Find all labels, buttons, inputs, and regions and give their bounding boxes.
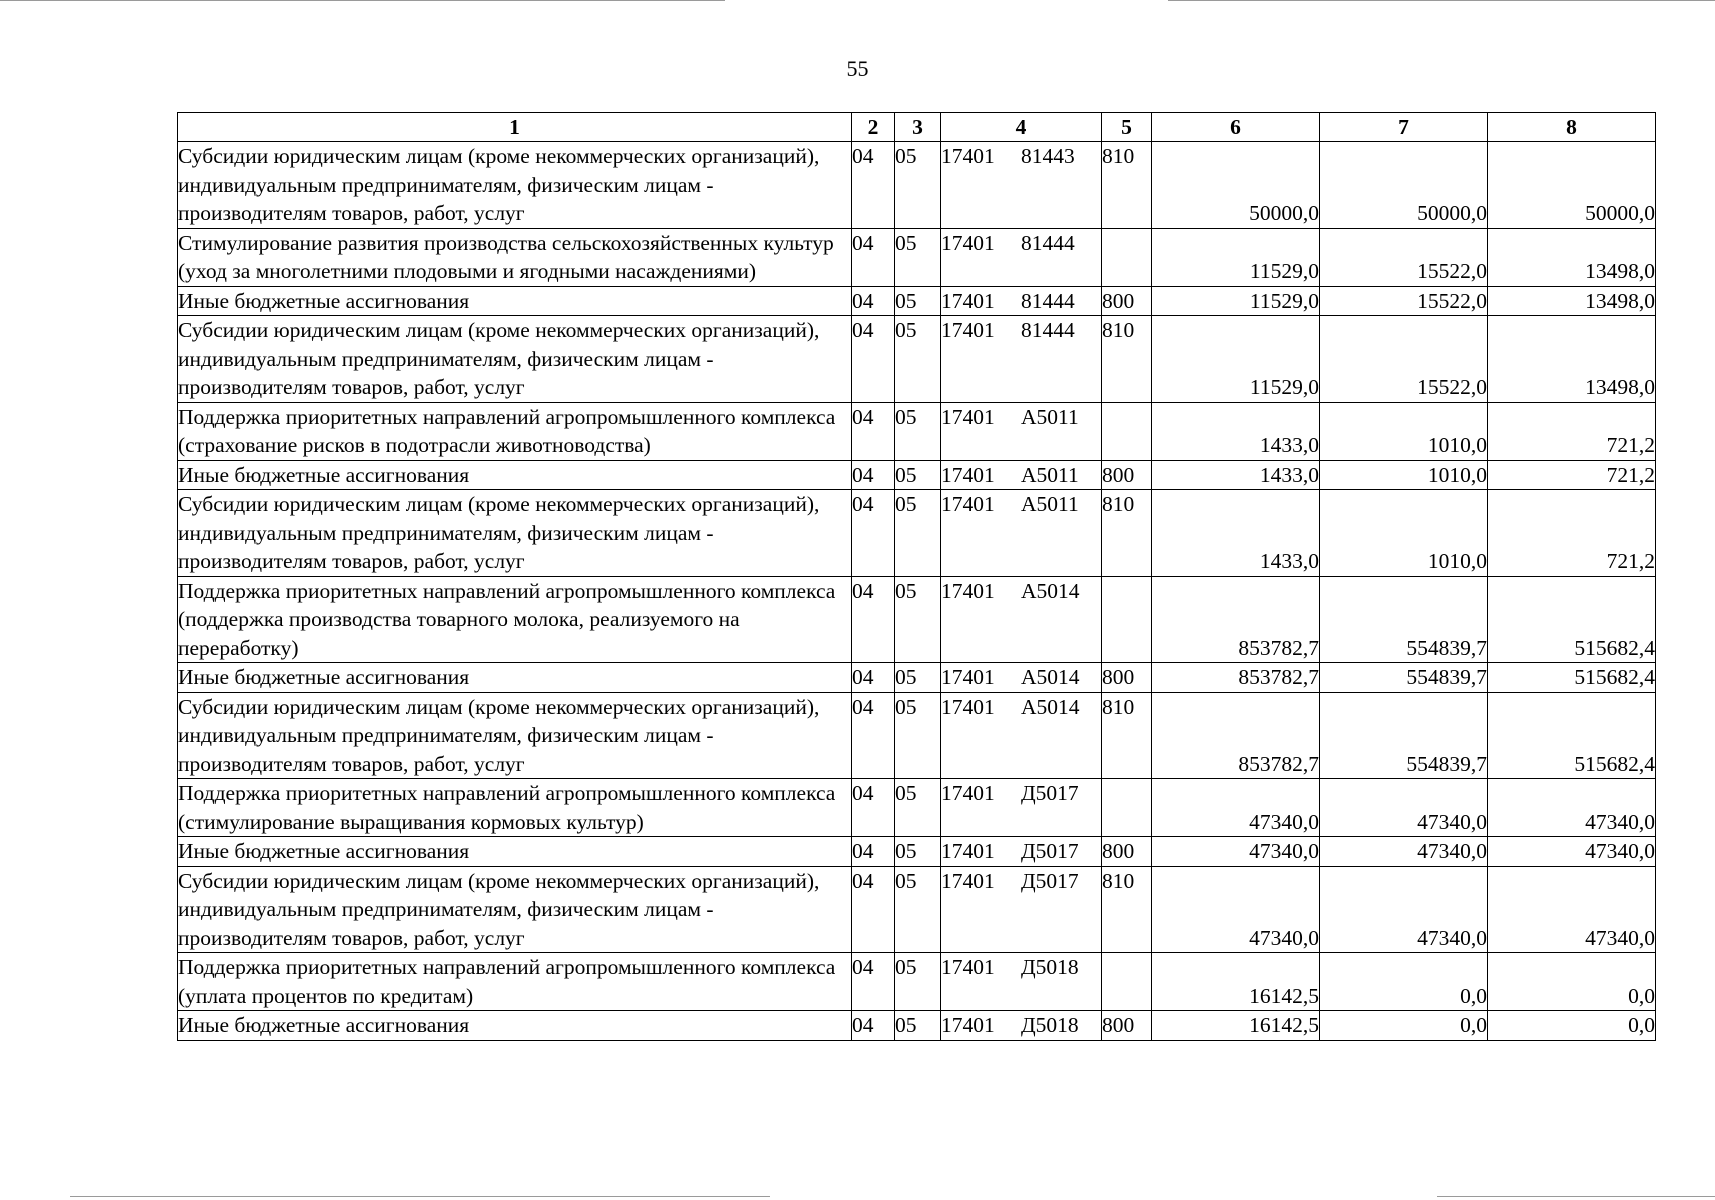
header-col-8: 8	[1488, 113, 1656, 142]
program-code: 17401	[941, 318, 995, 342]
row-amount-col7: 50000,0	[1320, 142, 1488, 229]
scan-edge-top-right	[1168, 0, 1715, 1]
row-amount-col6: 50000,0	[1152, 142, 1320, 229]
row-subsection-code: 05	[895, 228, 941, 286]
row-name: Иные бюджетные ассигнования	[178, 837, 852, 867]
row-subsection-code: 05	[895, 402, 941, 460]
program-code: 17401	[941, 578, 995, 603]
page-number: 55	[846, 56, 869, 81]
program-code: 17401	[941, 404, 995, 429]
direction-code: А5011	[1021, 404, 1079, 429]
header-col-7: 7	[1320, 113, 1488, 142]
row-target-code	[941, 490, 1102, 577]
row-subsection-code: 05	[895, 490, 941, 577]
header-col-5: 5	[1102, 113, 1152, 142]
row-expense-type-code: 800	[1102, 1011, 1152, 1041]
row-amount-col7: 15522,0	[1320, 286, 1488, 316]
row-subsection-code: 05	[895, 576, 941, 663]
row-section-code: 04	[852, 953, 895, 1011]
row-amount-col7: 47340,0	[1320, 779, 1488, 837]
row-section-code: 04	[852, 692, 895, 779]
row-amount-col6: 16142,5	[1152, 953, 1320, 1011]
row-amount-col6: 11529,0	[1152, 286, 1320, 316]
direction-code: А5014	[1021, 578, 1080, 603]
header-row	[178, 113, 1656, 142]
row-name: Поддержка приоритетных направлений агропромышленного комплекса (уплата процентов по кредитам)	[178, 953, 852, 1011]
row-expense-type-code	[1102, 779, 1152, 837]
row-target-code	[941, 402, 1102, 460]
row-amount-col8: 515682,4	[1488, 576, 1656, 663]
row-section-code: 04	[852, 228, 895, 286]
program-code: 17401	[941, 230, 995, 255]
row-name: Поддержка приоритетных направлений агропромышленного комплекса (поддержка производства товарного молока, реализуемого на переработку)	[178, 576, 852, 663]
row-name: Поддержка приоритетных направлений агропромышленного комплекса (стимулирование выращивания кормовых культур)	[178, 779, 852, 837]
row-amount-col7: 0,0	[1320, 1011, 1488, 1041]
table-row	[178, 460, 1656, 490]
row-expense-type-code: 810	[1102, 692, 1152, 779]
row-target-code	[941, 953, 1102, 1011]
table-row	[178, 228, 1656, 286]
row-expense-type-code: 800	[1102, 837, 1152, 867]
direction-code: А5011	[1021, 492, 1079, 516]
row-subsection-code: 05	[895, 142, 941, 229]
row-section-code: 04	[852, 142, 895, 229]
row-section-code: 04	[852, 402, 895, 460]
direction-code: А5011	[1021, 462, 1079, 487]
row-amount-col8: 721,2	[1488, 402, 1656, 460]
row-amount-col8: 47340,0	[1488, 837, 1656, 867]
scan-edge-bottom-right	[1437, 1196, 1715, 1197]
table-row	[178, 490, 1656, 577]
direction-code: Д5017	[1021, 781, 1079, 805]
table-row	[178, 953, 1656, 1011]
row-section-code: 04	[852, 837, 895, 867]
row-expense-type-code: 810	[1102, 142, 1152, 229]
row-section-code: 04	[852, 576, 895, 663]
row-expense-type-code: 800	[1102, 286, 1152, 316]
row-section-code: 04	[852, 866, 895, 953]
direction-code: 81444	[1021, 230, 1075, 255]
program-code: 17401	[941, 868, 995, 893]
row-section-code: 04	[852, 1011, 895, 1041]
row-section-code: 04	[852, 490, 895, 577]
header-col-2: 2	[852, 113, 895, 142]
row-subsection-code: 05	[895, 663, 941, 693]
row-subsection-code: 05	[895, 316, 941, 403]
row-name: Субсидии юридическим лицам (кроме некоммерческих организаций), индивидуальным предпринимателям, физическим лицам - производителям товаров, работ, услуг	[178, 866, 852, 953]
scan-edge-top-left	[0, 0, 725, 1]
row-subsection-code: 05	[895, 866, 941, 953]
row-amount-col8: 721,2	[1488, 490, 1656, 577]
row-amount-col8: 515682,4	[1488, 692, 1656, 779]
row-target-code	[941, 286, 1102, 316]
row-amount-col7: 0,0	[1320, 953, 1488, 1011]
row-amount-col6: 47340,0	[1152, 866, 1320, 953]
row-amount-col6: 1433,0	[1152, 402, 1320, 460]
program-code: 17401	[941, 955, 995, 979]
direction-code: Д5017	[1021, 868, 1079, 893]
row-target-code	[941, 779, 1102, 837]
program-code: 17401	[941, 144, 995, 168]
table-row	[178, 1011, 1656, 1041]
row-expense-type-code: 810	[1102, 316, 1152, 403]
direction-code: 81443	[1021, 144, 1075, 168]
row-name: Субсидии юридическим лицам (кроме некоммерческих организаций), индивидуальным предпринимателям, физическим лицам - производителям товаров, работ, услуг	[178, 692, 852, 779]
direction-code: 81444	[1021, 288, 1075, 313]
row-subsection-code: 05	[895, 837, 941, 867]
row-expense-type-code: 800	[1102, 460, 1152, 490]
table-row	[178, 316, 1656, 403]
budget-table	[177, 112, 1656, 1041]
program-code: 17401	[941, 462, 995, 487]
program-code: 17401	[941, 694, 995, 719]
direction-code: Д5017	[1021, 839, 1079, 863]
table-row	[178, 779, 1656, 837]
row-expense-type-code	[1102, 402, 1152, 460]
row-subsection-code: 05	[895, 460, 941, 490]
row-amount-col8: 721,2	[1488, 460, 1656, 490]
row-amount-col8: 47340,0	[1488, 866, 1656, 953]
row-expense-type-code: 810	[1102, 866, 1152, 953]
row-target-code	[941, 692, 1102, 779]
program-code: 17401	[941, 492, 995, 516]
header-col-4: 4	[941, 113, 1102, 142]
row-name: Иные бюджетные ассигнования	[178, 1011, 852, 1041]
table-row	[178, 837, 1656, 867]
row-amount-col7: 47340,0	[1320, 866, 1488, 953]
row-name: Стимулирование развития производства сельскохозяйственных культур (уход за многолетними плодовыми и ягодными насаждениями)	[178, 228, 852, 286]
row-target-code	[941, 1011, 1102, 1041]
row-expense-type-code: 810	[1102, 490, 1152, 577]
row-amount-col6: 1433,0	[1152, 490, 1320, 577]
row-amount-col7: 554839,7	[1320, 692, 1488, 779]
row-name: Поддержка приоритетных направлений агропромышленного комплекса (страхование рисков в подотрасли животноводства)	[178, 402, 852, 460]
program-code: 17401	[941, 665, 995, 689]
row-target-code	[941, 460, 1102, 490]
program-code: 17401	[941, 1013, 995, 1037]
header-col-6: 6	[1152, 113, 1320, 142]
table-row	[178, 663, 1656, 693]
program-code: 17401	[941, 288, 995, 313]
direction-code: Д5018	[1021, 1013, 1079, 1037]
row-name: Субсидии юридическим лицам (кроме некоммерческих организаций), индивидуальным предпринимателям, физическим лицам - производителям товаров, работ, услуг	[178, 316, 852, 403]
row-amount-col8: 0,0	[1488, 1011, 1656, 1041]
row-target-code	[941, 316, 1102, 403]
row-amount-col6: 853782,7	[1152, 692, 1320, 779]
row-target-code	[941, 866, 1102, 953]
direction-code: А5014	[1021, 694, 1080, 719]
row-expense-type-code	[1102, 953, 1152, 1011]
row-expense-type-code: 800	[1102, 663, 1152, 693]
row-amount-col6: 47340,0	[1152, 837, 1320, 867]
table-row	[178, 402, 1656, 460]
row-name: Иные бюджетные ассигнования	[178, 460, 852, 490]
row-subsection-code: 05	[895, 692, 941, 779]
table-row	[178, 286, 1656, 316]
row-amount-col8: 13498,0	[1488, 316, 1656, 403]
row-target-code	[941, 576, 1102, 663]
row-amount-col6: 47340,0	[1152, 779, 1320, 837]
row-subsection-code: 05	[895, 953, 941, 1011]
row-section-code: 04	[852, 663, 895, 693]
scan-edge-bottom-left	[70, 1196, 770, 1197]
row-target-code	[941, 142, 1102, 229]
program-code: 17401	[941, 781, 995, 805]
row-subsection-code: 05	[895, 286, 941, 316]
row-amount-col8: 515682,4	[1488, 663, 1656, 693]
row-amount-col7: 47340,0	[1320, 837, 1488, 867]
row-amount-col7: 554839,7	[1320, 576, 1488, 663]
row-name: Субсидии юридическим лицам (кроме некоммерческих организаций), индивидуальным предпринимателям, физическим лицам - производителям товаров, работ, услуг	[178, 490, 852, 577]
row-expense-type-code	[1102, 576, 1152, 663]
row-amount-col7: 554839,7	[1320, 663, 1488, 693]
row-name: Субсидии юридическим лицам (кроме некоммерческих организаций), индивидуальным предпринимателям, физическим лицам - производителям товаров, работ, услуг	[178, 142, 852, 229]
program-code: 17401	[941, 839, 995, 863]
row-amount-col6: 16142,5	[1152, 1011, 1320, 1041]
table-row	[178, 692, 1656, 779]
row-amount-col6: 11529,0	[1152, 316, 1320, 403]
row-amount-col7: 15522,0	[1320, 228, 1488, 286]
row-amount-col8: 13498,0	[1488, 228, 1656, 286]
row-name: Иные бюджетные ассигнования	[178, 286, 852, 316]
direction-code: 81444	[1021, 318, 1075, 342]
header-col-3: 3	[895, 113, 941, 142]
row-amount-col8: 0,0	[1488, 953, 1656, 1011]
row-target-code	[941, 663, 1102, 693]
row-amount-col7: 1010,0	[1320, 402, 1488, 460]
row-amount-col8: 50000,0	[1488, 142, 1656, 229]
row-amount-col6: 1433,0	[1152, 460, 1320, 490]
table-row	[178, 576, 1656, 663]
row-amount-col6: 853782,7	[1152, 663, 1320, 693]
row-amount-col8: 47340,0	[1488, 779, 1656, 837]
row-subsection-code: 05	[895, 779, 941, 837]
row-target-code	[941, 228, 1102, 286]
table-row	[178, 142, 1656, 229]
row-amount-col6: 11529,0	[1152, 228, 1320, 286]
row-amount-col7: 1010,0	[1320, 490, 1488, 577]
row-amount-col7: 1010,0	[1320, 460, 1488, 490]
table-row	[178, 866, 1656, 953]
row-section-code: 04	[852, 316, 895, 403]
direction-code: Д5018	[1021, 955, 1079, 979]
row-amount-col7: 15522,0	[1320, 316, 1488, 403]
row-section-code: 04	[852, 286, 895, 316]
row-section-code: 04	[852, 779, 895, 837]
row-amount-col6: 853782,7	[1152, 576, 1320, 663]
direction-code: А5014	[1021, 665, 1080, 689]
row-expense-type-code	[1102, 228, 1152, 286]
header-col-1: 1	[178, 113, 852, 142]
row-name: Иные бюджетные ассигнования	[178, 663, 852, 693]
row-amount-col8: 13498,0	[1488, 286, 1656, 316]
row-section-code: 04	[852, 460, 895, 490]
row-subsection-code: 05	[895, 1011, 941, 1041]
row-target-code	[941, 837, 1102, 867]
